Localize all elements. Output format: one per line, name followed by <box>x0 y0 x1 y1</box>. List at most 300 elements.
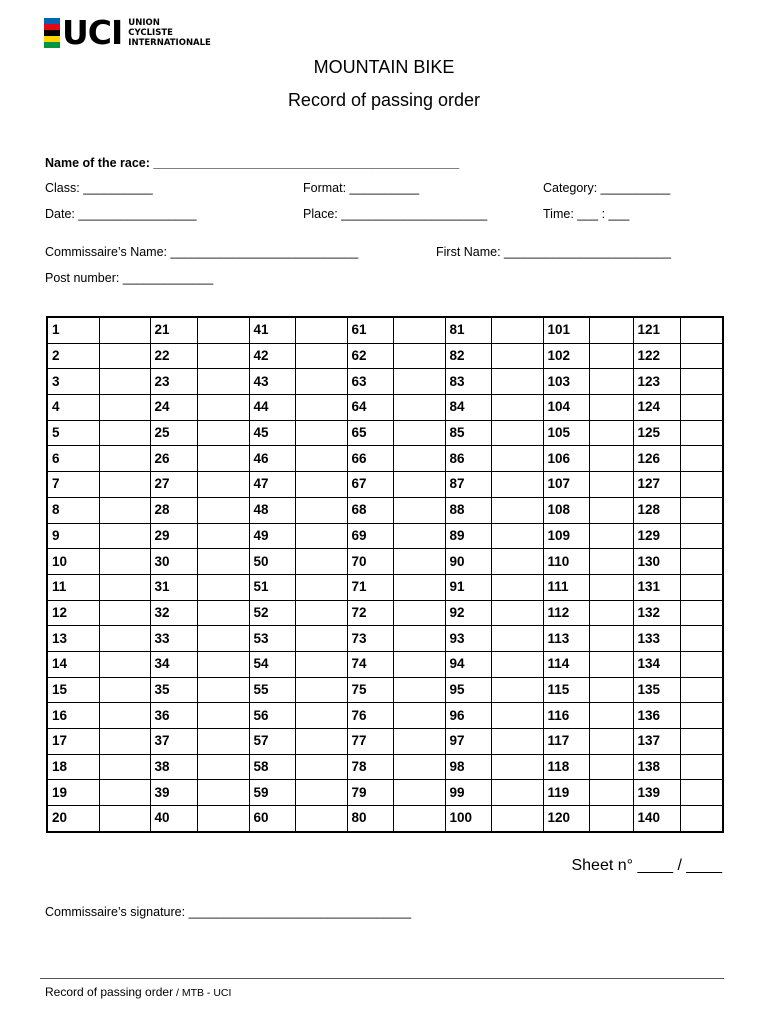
rider-number-cell: 135 <box>633 677 680 703</box>
entry-cell[interactable] <box>393 780 445 806</box>
entry-cell[interactable] <box>99 523 150 549</box>
rider-number-cell: 25 <box>150 420 197 446</box>
rider-number-cell: 13 <box>47 626 99 652</box>
rider-number-cell: 100 <box>445 806 491 832</box>
entry-cell[interactable] <box>99 472 150 498</box>
entry-cell[interactable] <box>491 343 543 369</box>
rider-number-cell: 11 <box>47 574 99 600</box>
entry-cell[interactable] <box>491 806 543 832</box>
rider-number-cell: 35 <box>150 677 197 703</box>
entry-cell[interactable] <box>197 626 249 652</box>
entry-cell[interactable] <box>680 651 723 677</box>
entry-cell[interactable] <box>99 395 150 421</box>
entry-cell[interactable] <box>589 703 633 729</box>
rider-number-cell: 105 <box>543 420 589 446</box>
rider-number-cell: 87 <box>445 472 491 498</box>
rider-number-cell: 52 <box>249 600 295 626</box>
entry-cell[interactable] <box>197 395 249 421</box>
rider-number-cell: 45 <box>249 420 295 446</box>
entry-cell[interactable] <box>680 703 723 729</box>
rider-number-cell: 93 <box>445 626 491 652</box>
entry-cell[interactable] <box>589 677 633 703</box>
rider-number-cell: 44 <box>249 395 295 421</box>
entry-cell[interactable] <box>393 549 445 575</box>
entry-cell[interactable] <box>393 806 445 832</box>
race-name-label: Name of the race: ____________________________________________ <box>45 156 460 170</box>
entry-cell[interactable] <box>589 343 633 369</box>
entry-cell[interactable] <box>295 523 347 549</box>
entry-cell[interactable] <box>99 369 150 395</box>
entry-cell[interactable] <box>680 317 723 343</box>
rider-number-cell: 53 <box>249 626 295 652</box>
rider-number-cell: 124 <box>633 395 680 421</box>
rider-number-cell: 37 <box>150 729 197 755</box>
rider-number-cell: 97 <box>445 729 491 755</box>
entry-cell[interactable] <box>589 549 633 575</box>
entry-cell[interactable] <box>491 446 543 472</box>
uci-logo <box>44 13 211 52</box>
rider-number-cell: 29 <box>150 523 197 549</box>
entry-cell[interactable] <box>99 729 150 755</box>
rider-number-cell: 17 <box>47 729 99 755</box>
category-field[interactable]: Category: __________ <box>543 181 671 195</box>
entry-cell[interactable] <box>197 446 249 472</box>
table-row <box>47 677 723 703</box>
entry-cell[interactable] <box>295 651 347 677</box>
rider-number-cell: 111 <box>543 574 589 600</box>
table-row <box>47 497 723 523</box>
footer-main: Record of passing order <box>45 985 174 999</box>
post-number-field[interactable]: Post number: _____________ <box>45 271 214 285</box>
footer-divider <box>40 978 724 979</box>
rider-number-cell: 5 <box>47 420 99 446</box>
rider-number-cell: 66 <box>347 446 393 472</box>
entry-cell[interactable] <box>197 317 249 343</box>
rider-number-cell: 58 <box>249 754 295 780</box>
entry-cell[interactable] <box>491 600 543 626</box>
rider-number-cell: 72 <box>347 600 393 626</box>
format-field[interactable]: Format: __________ <box>303 181 420 195</box>
rider-number-cell: 28 <box>150 497 197 523</box>
entry-cell[interactable] <box>491 523 543 549</box>
logo-line-2: CYCLISTE <box>128 28 173 38</box>
rider-number-cell: 69 <box>347 523 393 549</box>
rider-number-cell: 64 <box>347 395 393 421</box>
entry-cell[interactable] <box>491 729 543 755</box>
rider-number-cell: 55 <box>249 677 295 703</box>
entry-cell[interactable] <box>295 369 347 395</box>
entry-cell[interactable] <box>680 369 723 395</box>
rider-number-cell: 27 <box>150 472 197 498</box>
rider-number-cell: 2 <box>47 343 99 369</box>
entry-cell[interactable] <box>295 549 347 575</box>
entry-cell[interactable] <box>295 472 347 498</box>
entry-cell[interactable] <box>295 395 347 421</box>
rider-number-cell: 15 <box>47 677 99 703</box>
entry-cell[interactable] <box>589 729 633 755</box>
rider-number-cell: 76 <box>347 703 393 729</box>
entry-cell[interactable] <box>589 420 633 446</box>
rider-number-cell: 46 <box>249 446 295 472</box>
table-row <box>47 549 723 575</box>
entry-cell[interactable] <box>295 497 347 523</box>
rider-number-cell: 32 <box>150 600 197 626</box>
rider-number-cell: 30 <box>150 549 197 575</box>
rider-number-cell: 104 <box>543 395 589 421</box>
entry-cell[interactable] <box>393 369 445 395</box>
rider-number-cell: 112 <box>543 600 589 626</box>
entry-cell[interactable] <box>491 369 543 395</box>
entry-cell[interactable] <box>589 369 633 395</box>
rider-number-cell: 42 <box>249 343 295 369</box>
rider-number-cell: 3 <box>47 369 99 395</box>
entry-cell[interactable] <box>589 317 633 343</box>
rider-number-cell: 8 <box>47 497 99 523</box>
rider-number-cell: 7 <box>47 472 99 498</box>
rider-number-cell: 108 <box>543 497 589 523</box>
rider-number-cell: 74 <box>347 651 393 677</box>
entry-cell[interactable] <box>197 703 249 729</box>
entry-cell[interactable] <box>295 420 347 446</box>
entry-cell[interactable] <box>393 317 445 343</box>
entry-cell[interactable] <box>589 472 633 498</box>
commissaire-signature-field[interactable]: Commissaire’s signature: ________________________________ <box>45 905 412 919</box>
entry-cell[interactable] <box>99 343 150 369</box>
rider-number-cell: 127 <box>633 472 680 498</box>
rider-number-cell: 115 <box>543 677 589 703</box>
entry-cell[interactable] <box>197 600 249 626</box>
logo-line-1: UNION <box>128 18 160 28</box>
entry-cell[interactable] <box>99 780 150 806</box>
table-row <box>47 651 723 677</box>
rider-number-cell: 133 <box>633 626 680 652</box>
entry-cell[interactable] <box>680 626 723 652</box>
entry-cell[interactable] <box>680 472 723 498</box>
entry-cell[interactable] <box>393 754 445 780</box>
table-row <box>47 600 723 626</box>
rider-number-cell: 94 <box>445 651 491 677</box>
table-row <box>47 395 723 421</box>
entry-cell[interactable] <box>197 472 249 498</box>
entry-cell[interactable] <box>99 806 150 832</box>
rider-number-cell: 62 <box>347 343 393 369</box>
entry-cell[interactable] <box>491 677 543 703</box>
rider-number-cell: 12 <box>47 600 99 626</box>
entry-cell[interactable] <box>99 420 150 446</box>
rider-number-cell: 84 <box>445 395 491 421</box>
table-row <box>47 574 723 600</box>
rider-number-cell: 114 <box>543 651 589 677</box>
entry-cell[interactable] <box>295 343 347 369</box>
rider-number-cell: 85 <box>445 420 491 446</box>
entry-cell[interactable] <box>589 626 633 652</box>
entry-cell[interactable] <box>680 395 723 421</box>
entry-cell[interactable] <box>589 806 633 832</box>
entry-cell[interactable] <box>197 806 249 832</box>
entry-cell[interactable] <box>491 549 543 575</box>
rider-number-cell: 113 <box>543 626 589 652</box>
entry-cell[interactable] <box>197 523 249 549</box>
entry-cell[interactable] <box>589 446 633 472</box>
entry-cell[interactable] <box>393 446 445 472</box>
entry-cell[interactable] <box>295 574 347 600</box>
entry-cell[interactable] <box>99 677 150 703</box>
footer-text <box>45 985 231 999</box>
rider-number-cell: 122 <box>633 343 680 369</box>
rider-number-cell: 33 <box>150 626 197 652</box>
time-field[interactable]: Time: ___ : ___ <box>543 207 630 221</box>
entry-cell[interactable] <box>589 395 633 421</box>
entry-cell[interactable] <box>295 806 347 832</box>
entry-cell[interactable] <box>295 317 347 343</box>
rider-number-cell: 48 <box>249 497 295 523</box>
rider-number-cell: 121 <box>633 317 680 343</box>
rider-number-cell: 40 <box>150 806 197 832</box>
rider-number-cell: 19 <box>47 780 99 806</box>
entry-cell[interactable] <box>491 651 543 677</box>
rider-number-cell: 101 <box>543 317 589 343</box>
rider-number-cell: 126 <box>633 446 680 472</box>
stripe-green <box>44 42 60 48</box>
rider-number-cell: 96 <box>445 703 491 729</box>
rider-number-cell: 50 <box>249 549 295 575</box>
rider-number-cell: 20 <box>47 806 99 832</box>
entry-cell[interactable] <box>589 600 633 626</box>
entry-cell[interactable] <box>99 549 150 575</box>
rider-number-cell: 75 <box>347 677 393 703</box>
entry-cell[interactable] <box>393 497 445 523</box>
table-row <box>47 369 723 395</box>
rider-number-cell: 67 <box>347 472 393 498</box>
logo-line-3: INTERNATIONALE <box>128 38 211 48</box>
rider-number-cell: 49 <box>249 523 295 549</box>
rider-number-cell: 54 <box>249 651 295 677</box>
entry-cell[interactable] <box>197 754 249 780</box>
entry-cell[interactable] <box>197 549 249 575</box>
entry-cell[interactable] <box>295 677 347 703</box>
entry-cell[interactable] <box>99 651 150 677</box>
table-row <box>47 806 723 832</box>
entry-cell[interactable] <box>680 446 723 472</box>
entry-cell[interactable] <box>589 754 633 780</box>
entry-cell[interactable] <box>491 497 543 523</box>
rider-number-cell: 138 <box>633 754 680 780</box>
entry-cell[interactable] <box>295 600 347 626</box>
rider-number-cell: 83 <box>445 369 491 395</box>
entry-cell[interactable] <box>589 523 633 549</box>
rider-number-cell: 90 <box>445 549 491 575</box>
rider-number-cell: 134 <box>633 651 680 677</box>
rider-number-cell: 18 <box>47 754 99 780</box>
date-field[interactable]: Date: _________________ <box>45 207 197 221</box>
class-field[interactable]: Class: __________ <box>45 181 153 195</box>
race-name-field[interactable] <box>45 156 459 170</box>
entry-cell[interactable] <box>589 574 633 600</box>
entry-cell[interactable] <box>295 703 347 729</box>
entry-cell[interactable] <box>197 780 249 806</box>
rider-number-cell: 73 <box>347 626 393 652</box>
rider-number-cell: 91 <box>445 574 491 600</box>
rider-number-cell: 34 <box>150 651 197 677</box>
entry-cell[interactable] <box>99 497 150 523</box>
rider-number-cell: 80 <box>347 806 393 832</box>
entry-cell[interactable] <box>589 780 633 806</box>
entry-cell[interactable] <box>295 780 347 806</box>
rider-number-cell: 89 <box>445 523 491 549</box>
entry-cell[interactable] <box>393 523 445 549</box>
rider-number-cell: 56 <box>249 703 295 729</box>
entry-cell[interactable] <box>680 806 723 832</box>
rider-number-cell: 61 <box>347 317 393 343</box>
entry-cell[interactable] <box>99 754 150 780</box>
entry-cell[interactable] <box>589 651 633 677</box>
entry-cell[interactable] <box>393 600 445 626</box>
rider-number-cell: 77 <box>347 729 393 755</box>
entry-cell[interactable] <box>197 343 249 369</box>
rider-number-cell: 51 <box>249 574 295 600</box>
entry-cell[interactable] <box>680 754 723 780</box>
entry-cell[interactable] <box>680 780 723 806</box>
table-row <box>47 729 723 755</box>
entry-cell[interactable] <box>295 729 347 755</box>
entry-cell[interactable] <box>680 497 723 523</box>
logo-wordmark: UCI <box>62 13 123 52</box>
entry-cell[interactable] <box>295 754 347 780</box>
rider-number-cell: 110 <box>543 549 589 575</box>
rider-number-cell: 136 <box>633 703 680 729</box>
entry-cell[interactable] <box>99 317 150 343</box>
entry-cell[interactable] <box>99 446 150 472</box>
entry-cell[interactable] <box>197 574 249 600</box>
rider-number-cell: 140 <box>633 806 680 832</box>
rider-number-cell: 71 <box>347 574 393 600</box>
table-row <box>47 420 723 446</box>
rainbow-stripes-icon <box>44 18 60 48</box>
rider-number-cell: 109 <box>543 523 589 549</box>
rider-number-cell: 107 <box>543 472 589 498</box>
entry-cell[interactable] <box>393 651 445 677</box>
entry-cell[interactable] <box>680 549 723 575</box>
entry-cell[interactable] <box>491 703 543 729</box>
entry-cell[interactable] <box>99 703 150 729</box>
rider-number-cell: 79 <box>347 780 393 806</box>
rider-number-cell: 68 <box>347 497 393 523</box>
entry-cell[interactable] <box>491 317 543 343</box>
document-title: MOUNTAIN BIKE <box>313 57 455 77</box>
rider-number-cell: 38 <box>150 754 197 780</box>
entry-cell[interactable] <box>393 420 445 446</box>
rider-number-cell: 39 <box>150 780 197 806</box>
rider-number-cell: 132 <box>633 600 680 626</box>
commissaire-name-field[interactable]: Commissaire’s Name: ___________________________ <box>45 245 359 259</box>
table-row <box>47 446 723 472</box>
rider-number-cell: 31 <box>150 574 197 600</box>
rider-number-cell: 24 <box>150 395 197 421</box>
entry-cell[interactable] <box>680 343 723 369</box>
sheet-number[interactable]: Sheet n° ____ / ____ <box>571 857 722 874</box>
rider-number-cell: 63 <box>347 369 393 395</box>
entry-cell[interactable] <box>680 420 723 446</box>
entry-cell[interactable] <box>393 677 445 703</box>
entry-cell[interactable] <box>491 754 543 780</box>
entry-cell[interactable] <box>491 395 543 421</box>
entry-cell[interactable] <box>680 729 723 755</box>
entry-cell[interactable] <box>393 574 445 600</box>
entry-cell[interactable] <box>295 446 347 472</box>
first-name-field[interactable]: First Name: ________________________ <box>436 245 671 259</box>
rider-number-cell: 129 <box>633 523 680 549</box>
rider-number-cell: 128 <box>633 497 680 523</box>
entry-cell[interactable] <box>393 343 445 369</box>
entry-cell[interactable] <box>393 626 445 652</box>
rider-number-cell: 98 <box>445 754 491 780</box>
table-row <box>47 703 723 729</box>
rider-number-cell: 41 <box>249 317 295 343</box>
logo-text <box>128 18 211 48</box>
entry-cell[interactable] <box>589 497 633 523</box>
rider-number-cell: 130 <box>633 549 680 575</box>
entry-cell[interactable] <box>99 574 150 600</box>
entry-cell[interactable] <box>197 497 249 523</box>
table-row <box>47 472 723 498</box>
rider-number-cell: 102 <box>543 343 589 369</box>
entry-cell[interactable] <box>680 677 723 703</box>
entry-cell[interactable] <box>680 600 723 626</box>
table-row <box>47 343 723 369</box>
rider-number-cell: 92 <box>445 600 491 626</box>
entry-cell[interactable] <box>393 729 445 755</box>
rider-number-cell: 1 <box>47 317 99 343</box>
entry-cell[interactable] <box>197 420 249 446</box>
entry-cell[interactable] <box>197 729 249 755</box>
entry-cell[interactable] <box>491 420 543 446</box>
entry-cell[interactable] <box>295 626 347 652</box>
rider-number-cell: 103 <box>543 369 589 395</box>
rider-number-cell: 23 <box>150 369 197 395</box>
entry-cell[interactable] <box>197 369 249 395</box>
rider-number-cell: 118 <box>543 754 589 780</box>
entry-cell[interactable] <box>393 395 445 421</box>
entry-cell[interactable] <box>491 780 543 806</box>
footer-suffix: / MTB - UCI <box>173 987 232 999</box>
rider-number-cell: 47 <box>249 472 295 498</box>
table-row <box>47 317 723 343</box>
rider-number-cell: 21 <box>150 317 197 343</box>
rider-number-cell: 106 <box>543 446 589 472</box>
entry-cell[interactable] <box>491 472 543 498</box>
rider-number-cell: 78 <box>347 754 393 780</box>
rider-number-cell: 16 <box>47 703 99 729</box>
rider-number-cell: 65 <box>347 420 393 446</box>
entry-cell[interactable] <box>680 523 723 549</box>
entry-cell[interactable] <box>393 472 445 498</box>
rider-number-cell: 57 <box>249 729 295 755</box>
rider-number-cell: 60 <box>249 806 295 832</box>
entry-cell[interactable] <box>197 677 249 703</box>
entry-cell[interactable] <box>491 626 543 652</box>
place-field[interactable]: Place: _____________________ <box>303 207 488 221</box>
entry-cell[interactable] <box>491 574 543 600</box>
rider-number-cell: 137 <box>633 729 680 755</box>
rider-number-cell: 123 <box>633 369 680 395</box>
entry-cell[interactable] <box>99 600 150 626</box>
rider-number-cell: 9 <box>47 523 99 549</box>
rider-number-cell: 6 <box>47 446 99 472</box>
entry-cell[interactable] <box>99 626 150 652</box>
entry-cell[interactable] <box>393 703 445 729</box>
entry-cell[interactable] <box>197 651 249 677</box>
entry-cell[interactable] <box>680 574 723 600</box>
